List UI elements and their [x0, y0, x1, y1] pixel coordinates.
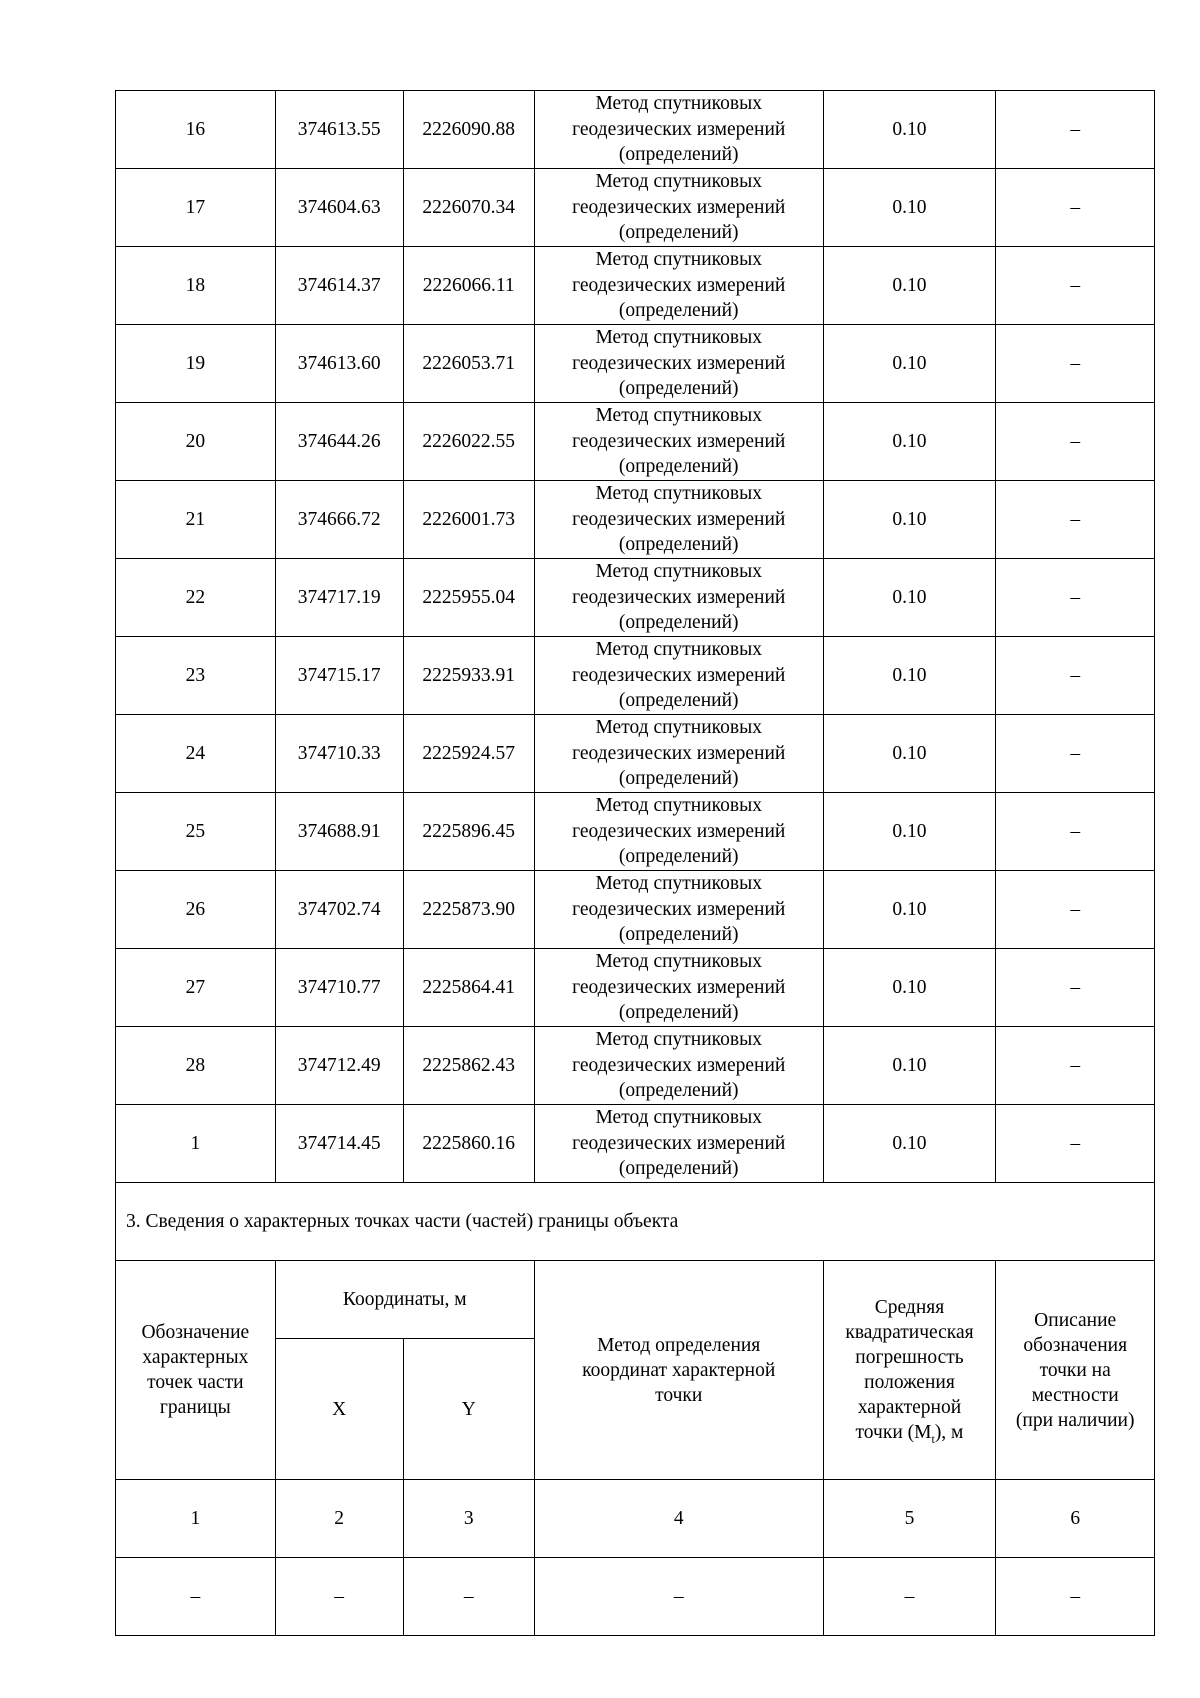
- point-description: –: [996, 1105, 1155, 1183]
- point-description: –: [996, 169, 1155, 247]
- point-method: [534, 949, 823, 1027]
- point-method: [534, 559, 823, 637]
- point-x: 374614.37: [275, 247, 403, 325]
- point-row: [116, 559, 1155, 637]
- point-x: 374712.49: [275, 1027, 403, 1105]
- method-line: Метод спутниковых: [595, 93, 762, 115]
- point-row: [116, 169, 1155, 247]
- empty-cell: –: [996, 1558, 1155, 1636]
- point-row: [116, 949, 1155, 1027]
- point-accuracy: 0.10: [823, 91, 996, 169]
- point-x: 374688.91: [275, 793, 403, 871]
- point-id: 26: [116, 871, 276, 949]
- point-x: 374666.72: [275, 481, 403, 559]
- point-accuracy: 0.10: [823, 637, 996, 715]
- point-method: [534, 1027, 823, 1105]
- empty-cell: –: [116, 1558, 276, 1636]
- point-description: –: [996, 715, 1155, 793]
- point-y: 2225864.41: [403, 949, 534, 1027]
- method-line: Метод спутниковых: [595, 249, 762, 271]
- point-method: [534, 715, 823, 793]
- document-page: [115, 90, 1155, 1636]
- point-x: 374613.60: [275, 325, 403, 403]
- method-line: Метод спутниковых: [595, 1029, 762, 1051]
- point-method: [534, 325, 823, 403]
- method-line: геодезических измерений: [572, 820, 786, 842]
- method-line: Метод спутниковых: [595, 717, 762, 739]
- point-description: –: [996, 793, 1155, 871]
- method-line: геодезических измерений: [572, 508, 786, 530]
- method-line: (определений): [618, 612, 739, 634]
- point-accuracy: 0.10: [823, 715, 996, 793]
- method-line: (определений): [618, 846, 739, 868]
- point-y: 2226022.55: [403, 403, 534, 481]
- column-number: 3: [403, 1480, 534, 1558]
- point-id: 27: [116, 949, 276, 1027]
- method-line: геодезических измерений: [572, 274, 786, 296]
- section-3-title: 3. Сведения о характерных точках части (частей) границы объекта: [116, 1183, 1155, 1261]
- method-line: геодезических измерений: [572, 664, 786, 686]
- point-y: 2225860.16: [403, 1105, 534, 1183]
- empty-cell: –: [275, 1558, 403, 1636]
- point-y: 2226066.11: [403, 247, 534, 325]
- method-line: (определений): [618, 1158, 739, 1180]
- method-line: (определений): [618, 768, 739, 790]
- method-line: Метод спутниковых: [595, 405, 762, 427]
- point-y: 2226001.73: [403, 481, 534, 559]
- point-x: 374710.77: [275, 949, 403, 1027]
- point-row: [116, 325, 1155, 403]
- point-description: –: [996, 1027, 1155, 1105]
- point-id: 22: [116, 559, 276, 637]
- point-y: 2225873.90: [403, 871, 534, 949]
- point-description: –: [996, 559, 1155, 637]
- header-coordinates: Координаты, м: [275, 1261, 534, 1339]
- point-id: 28: [116, 1027, 276, 1105]
- method-line: геодезических измерений: [572, 196, 786, 218]
- point-description: –: [996, 481, 1155, 559]
- point-description: –: [996, 247, 1155, 325]
- method-line: Метод спутниковых: [595, 951, 762, 973]
- method-line: Метод спутниковых: [595, 873, 762, 895]
- column-number: 1: [116, 1480, 276, 1558]
- point-y: 2225933.91: [403, 637, 534, 715]
- point-id: 19: [116, 325, 276, 403]
- point-x: 374604.63: [275, 169, 403, 247]
- point-y: 2225896.45: [403, 793, 534, 871]
- empty-cell: –: [403, 1558, 534, 1636]
- point-accuracy: 0.10: [823, 1027, 996, 1105]
- method-line: (определений): [618, 378, 739, 400]
- method-line: геодезических измерений: [572, 1054, 786, 1076]
- point-id: 25: [116, 793, 276, 871]
- point-accuracy: 0.10: [823, 247, 996, 325]
- column-numbers-row: [116, 1480, 1155, 1558]
- point-id: 18: [116, 247, 276, 325]
- point-x: 374715.17: [275, 637, 403, 715]
- point-method: [534, 247, 823, 325]
- column-number: 2: [275, 1480, 403, 1558]
- method-line: геодезических измерений: [572, 352, 786, 374]
- points-table-body: [116, 91, 1155, 1183]
- point-accuracy: 0.10: [823, 793, 996, 871]
- point-row: [116, 1105, 1155, 1183]
- point-row: [116, 1027, 1155, 1105]
- point-row: [116, 481, 1155, 559]
- method-line: геодезических измерений: [572, 118, 786, 140]
- point-id: 1: [116, 1105, 276, 1183]
- point-row: [116, 871, 1155, 949]
- method-line: геодезических измерений: [572, 430, 786, 452]
- point-id: 21: [116, 481, 276, 559]
- method-line: (определений): [618, 456, 739, 478]
- point-x: 374644.26: [275, 403, 403, 481]
- header-description: Описание обозначения точки на местности (при наличии): [996, 1261, 1155, 1480]
- method-line: (определений): [618, 300, 739, 322]
- point-y: 2225955.04: [403, 559, 534, 637]
- method-line: геодезических измерений: [572, 1132, 786, 1154]
- empty-cell: –: [534, 1558, 823, 1636]
- section-3-title-row: [116, 1183, 1155, 1261]
- point-x: 374613.55: [275, 91, 403, 169]
- point-accuracy: 0.10: [823, 1105, 996, 1183]
- point-method: [534, 793, 823, 871]
- point-x: 374717.19: [275, 559, 403, 637]
- point-row: [116, 247, 1155, 325]
- header-method: Метод определения координат характерной точки: [534, 1261, 823, 1480]
- method-line: геодезических измерений: [572, 742, 786, 764]
- method-line: (определений): [618, 144, 739, 166]
- method-line: (определений): [618, 1080, 739, 1102]
- point-y: 2226090.88: [403, 91, 534, 169]
- point-description: –: [996, 91, 1155, 169]
- empty-cell: –: [823, 1558, 996, 1636]
- empty-data-row: [116, 1558, 1155, 1636]
- point-y: 2226070.34: [403, 169, 534, 247]
- point-method: [534, 871, 823, 949]
- method-line: (определений): [618, 222, 739, 244]
- point-description: –: [996, 949, 1155, 1027]
- method-line: (определений): [618, 690, 739, 712]
- method-line: геодезических измерений: [572, 976, 786, 998]
- column-number: 5: [823, 1480, 996, 1558]
- section-3-header-row: [116, 1261, 1155, 1339]
- point-id: 23: [116, 637, 276, 715]
- point-description: –: [996, 403, 1155, 481]
- column-number: 4: [534, 1480, 823, 1558]
- point-x: 374710.33: [275, 715, 403, 793]
- method-line: Метод спутниковых: [595, 561, 762, 583]
- header-y: Y: [403, 1339, 534, 1480]
- method-line: (определений): [618, 924, 739, 946]
- point-row: [116, 715, 1155, 793]
- point-description: –: [996, 871, 1155, 949]
- point-id: 20: [116, 403, 276, 481]
- point-method: [534, 403, 823, 481]
- method-line: геодезических измерений: [572, 898, 786, 920]
- point-description: –: [996, 637, 1155, 715]
- point-accuracy: 0.10: [823, 949, 996, 1027]
- method-line: Метод спутниковых: [595, 483, 762, 505]
- point-accuracy: 0.10: [823, 871, 996, 949]
- point-y: 2225862.43: [403, 1027, 534, 1105]
- point-id: 16: [116, 91, 276, 169]
- point-row: [116, 793, 1155, 871]
- point-method: [534, 637, 823, 715]
- point-method: [534, 91, 823, 169]
- method-line: Метод спутниковых: [595, 1107, 762, 1129]
- method-line: (определений): [618, 534, 739, 556]
- point-accuracy: 0.10: [823, 325, 996, 403]
- point-id: 17: [116, 169, 276, 247]
- point-accuracy: 0.10: [823, 169, 996, 247]
- point-id: 24: [116, 715, 276, 793]
- method-line: Метод спутниковых: [595, 639, 762, 661]
- point-y: 2226053.71: [403, 325, 534, 403]
- header-point-designation: Обозначение характерных точек части границы: [116, 1261, 276, 1480]
- point-x: 374714.45: [275, 1105, 403, 1183]
- point-row: [116, 91, 1155, 169]
- point-y: 2225924.57: [403, 715, 534, 793]
- header-x: X: [275, 1339, 403, 1480]
- method-line: Метод спутниковых: [595, 327, 762, 349]
- method-line: (определений): [618, 1002, 739, 1024]
- point-description: –: [996, 325, 1155, 403]
- point-accuracy: 0.10: [823, 559, 996, 637]
- point-accuracy: 0.10: [823, 403, 996, 481]
- method-line: геодезических измерений: [572, 586, 786, 608]
- points-table: [115, 90, 1155, 1636]
- header-accuracy: Средняя квадратическая погрешность положения характерной точки $(M_t)$, м: [823, 1261, 996, 1480]
- point-method: [534, 169, 823, 247]
- point-method: [534, 481, 823, 559]
- method-line: Метод спутниковых: [595, 795, 762, 817]
- column-number: 6: [996, 1480, 1155, 1558]
- point-x: 374702.74: [275, 871, 403, 949]
- point-method: [534, 1105, 823, 1183]
- point-row: [116, 403, 1155, 481]
- point-row: [116, 637, 1155, 715]
- method-line: Метод спутниковых: [595, 171, 762, 193]
- point-accuracy: 0.10: [823, 481, 996, 559]
